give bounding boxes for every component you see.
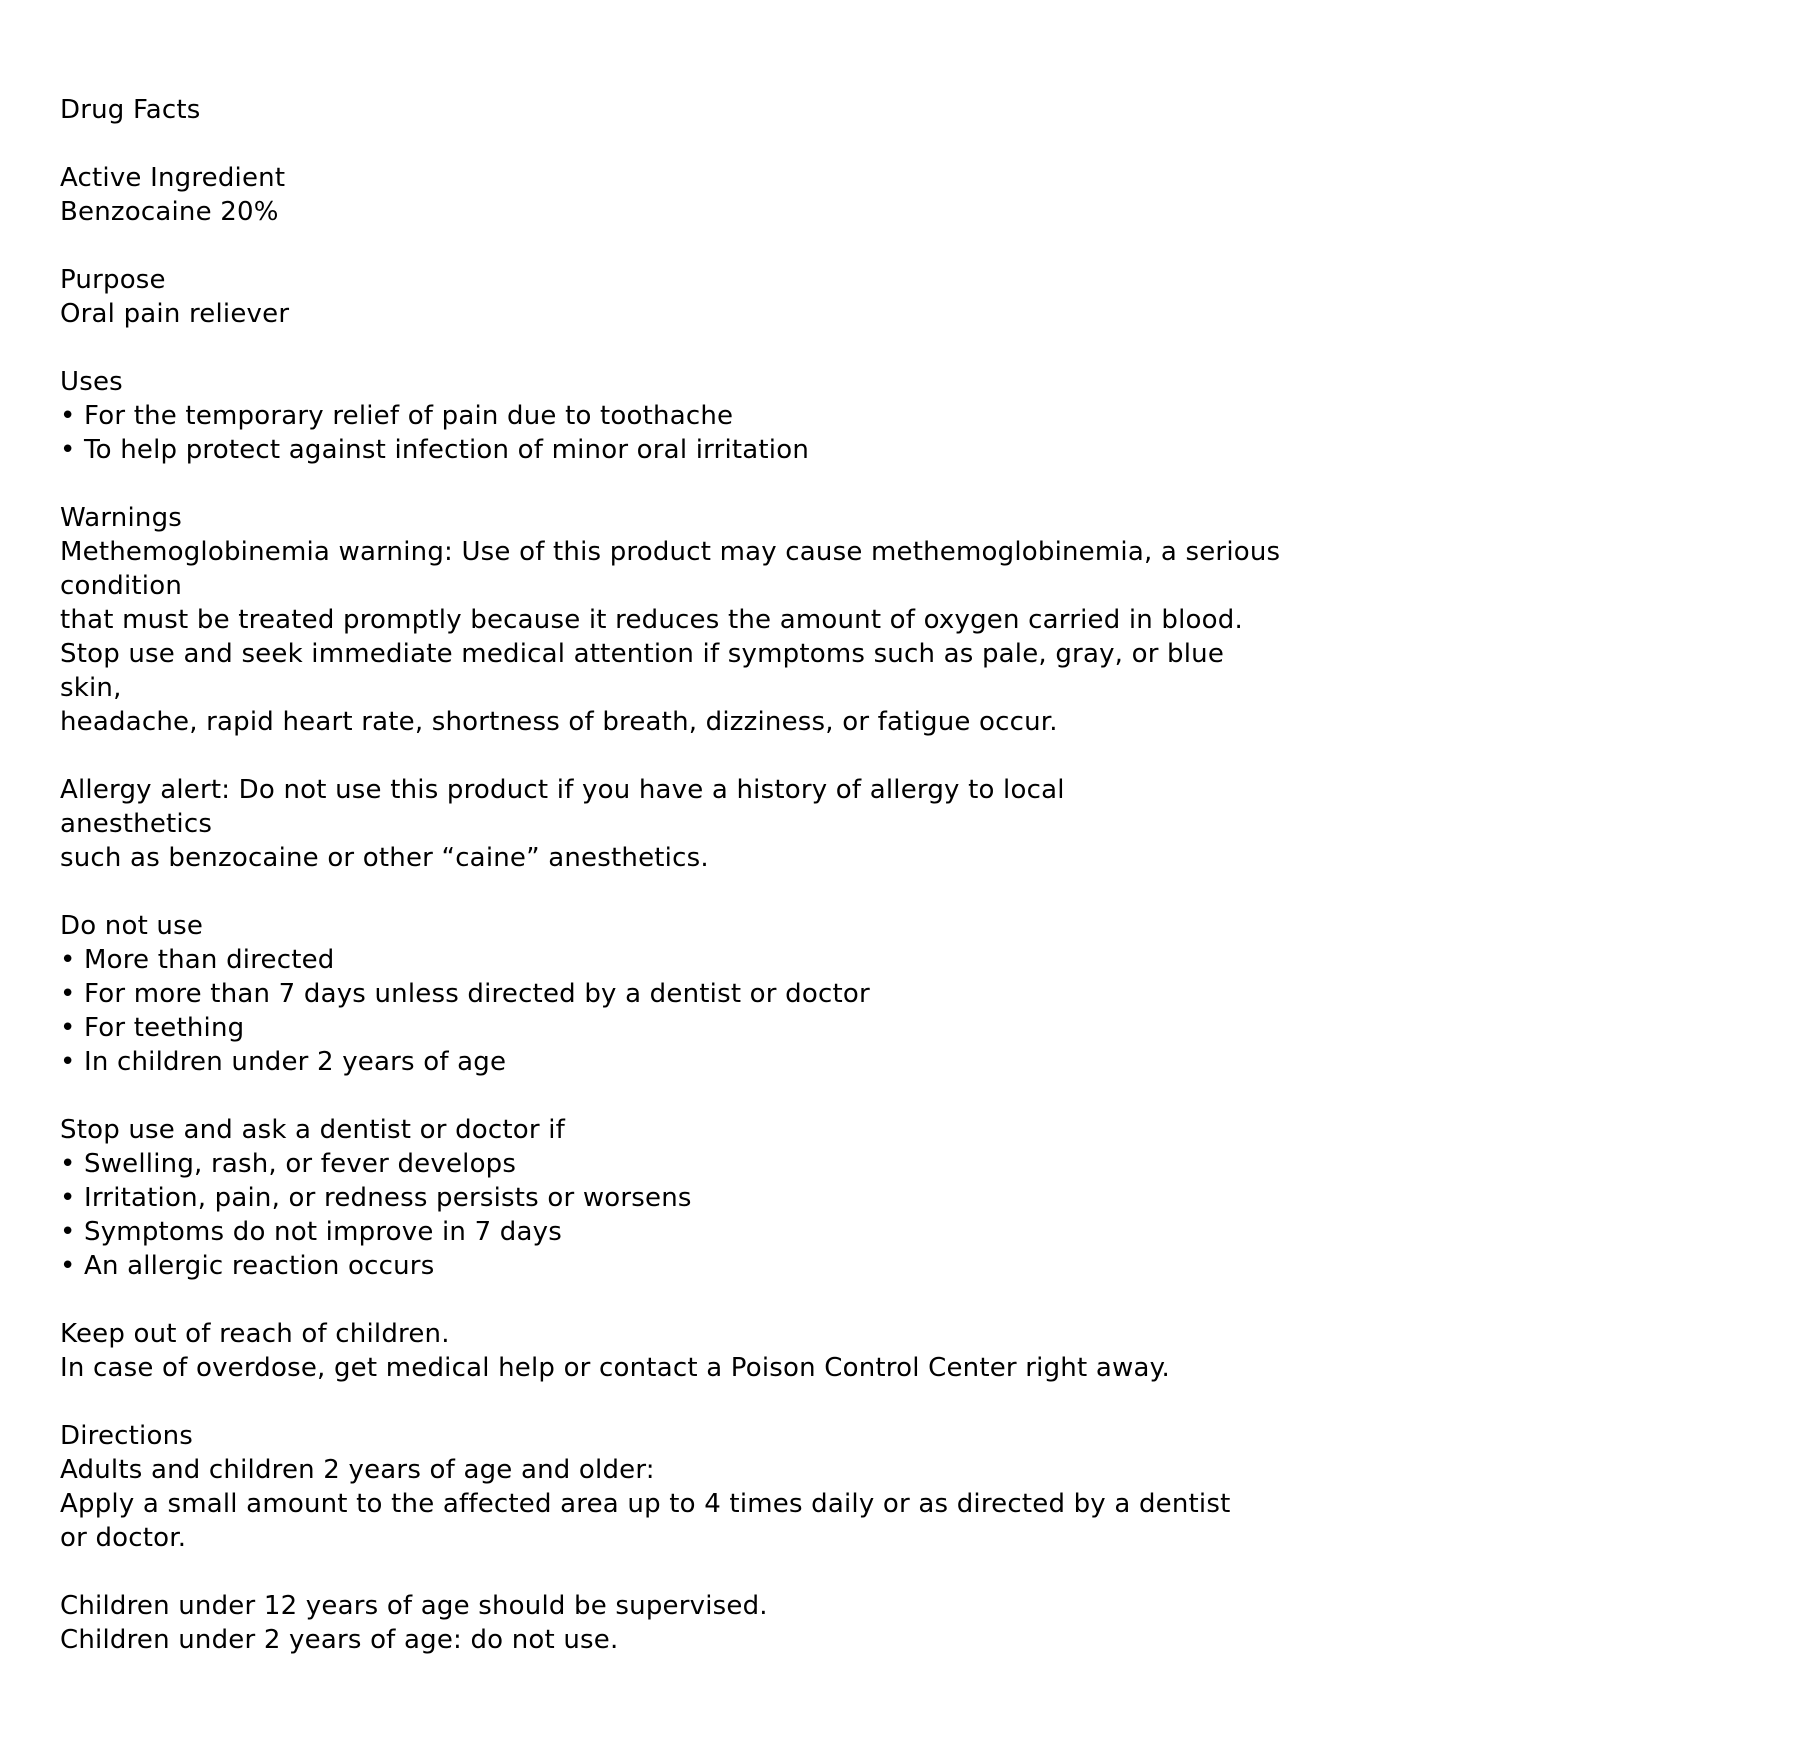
warnings-section: [60, 501, 1760, 875]
stop-use-item: • Symptoms do not improve in 7 days: [60, 1217, 562, 1247]
active-ingredient-heading: Active Ingredient: [60, 163, 286, 193]
stop-use-item: • Irritation, pain, or redness persists or worsens: [60, 1183, 692, 1213]
directions-line: Adults and children 2 years of age and older:: [60, 1455, 655, 1485]
warnings-heading: Warnings: [60, 503, 183, 533]
stop-use-heading: Stop use and ask a dentist or doctor if: [60, 1115, 566, 1145]
spacer: [60, 229, 1760, 263]
do-not-use-section: [60, 909, 1760, 1079]
methemoglobinemia-line: Stop use and seek immediate medical attention if symptoms such as pale, gray, or blue: [60, 639, 1225, 669]
do-not-use-item: • For teething: [60, 1013, 245, 1043]
spacer: [60, 1079, 1760, 1113]
spacer: [60, 1385, 1760, 1419]
active-ingredient-section: [60, 161, 1760, 229]
methemoglobinemia-line: skin,: [60, 673, 122, 703]
document-title: Drug Facts: [60, 95, 201, 125]
spacer: [60, 467, 1760, 501]
purpose-section: [60, 263, 1760, 331]
methemoglobinemia-line: Methemoglobinemia warning: Use of this product may cause methemoglobinemia, a serious: [60, 537, 1281, 567]
do-not-use-heading: Do not use: [60, 911, 204, 941]
allergy-alert-line: such as benzocaine or other “caine” anesthetics.: [60, 843, 709, 873]
allergy-alert-line: Allergy alert: Do not use this product if you have a history of allergy to local: [60, 775, 1065, 805]
drug-facts-document: [60, 93, 1760, 1657]
uses-section: [60, 365, 1760, 467]
do-not-use-item: • For more than 7 days unless directed by a dentist or doctor: [60, 979, 870, 1009]
children-directions-line: Children under 2 years of age: do not use.: [60, 1625, 619, 1655]
do-not-use-item: • More than directed: [60, 945, 335, 975]
do-not-use-item: • In children under 2 years of age: [60, 1047, 507, 1077]
purpose-heading: Purpose: [60, 265, 166, 295]
allergy-alert-line: anesthetics: [60, 809, 213, 839]
methemoglobinemia-line: condition: [60, 571, 183, 601]
purpose-value: Oral pain reliever: [60, 299, 290, 329]
uses-item: • For the temporary relief of pain due to toothache: [60, 401, 734, 431]
children-directions-line: Children under 12 years of age should be supervised.: [60, 1591, 768, 1621]
directions-line: or doctor.: [60, 1523, 187, 1553]
stop-use-item: • Swelling, rash, or fever develops: [60, 1149, 517, 1179]
active-ingredient-value: Benzocaine 20%: [60, 197, 279, 227]
spacer: [60, 127, 1760, 161]
spacer: [60, 1555, 1760, 1589]
directions-heading: Directions: [60, 1421, 194, 1451]
methemoglobinemia-line: that must be treated promptly because it reduces the amount of oxygen carried in blood.: [60, 605, 1243, 635]
keep-out-section: [60, 1317, 1760, 1385]
spacer: [60, 875, 1760, 909]
stop-use-item: • An allergic reaction occurs: [60, 1251, 435, 1281]
uses-item: • To help protect against infection of minor oral irritation: [60, 435, 810, 465]
keep-out-heading: Keep out of reach of children.: [60, 1319, 450, 1349]
directions-section: [60, 1419, 1760, 1657]
stop-use-section: [60, 1113, 1760, 1283]
spacer: [60, 331, 1760, 365]
methemoglobinemia-line: headache, rapid heart rate, shortness of breath, dizziness, or fatigue occur.: [60, 707, 1058, 737]
uses-heading: Uses: [60, 367, 123, 397]
spacer: [60, 739, 1760, 773]
directions-line: Apply a small amount to the affected area up to 4 times daily or as directed by a dentist: [60, 1489, 1231, 1519]
spacer: [60, 1283, 1760, 1317]
overdose-text: In case of overdose, get medical help or contact a Poison Control Center right away.: [60, 1353, 1170, 1383]
